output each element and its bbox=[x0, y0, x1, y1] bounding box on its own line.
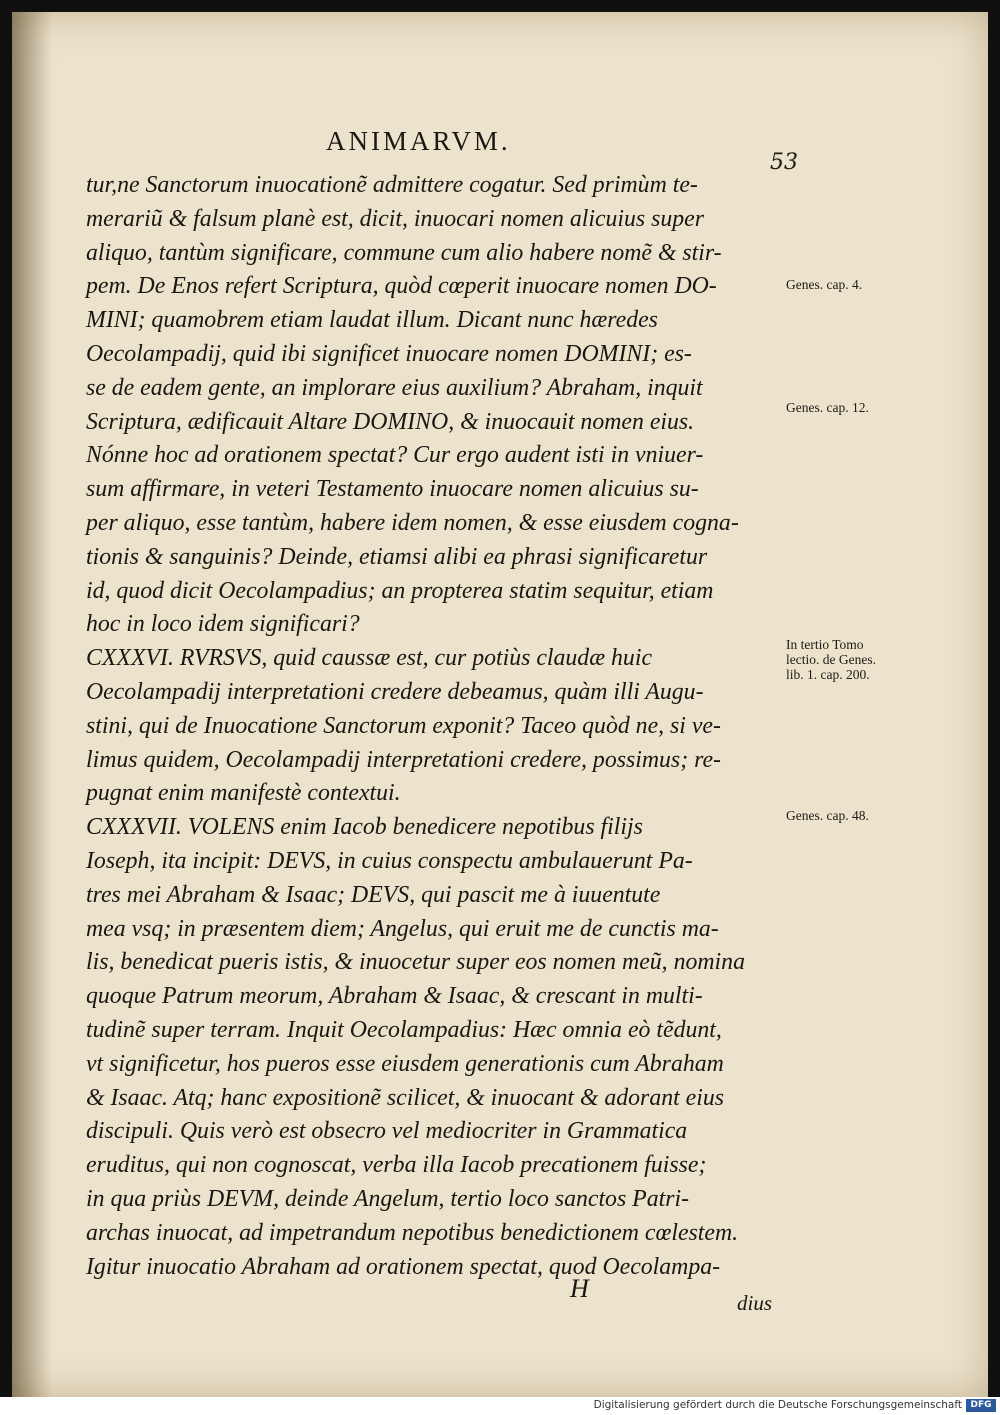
margin-note-genes-4 bbox=[786, 277, 862, 292]
text-line: pem. De Enos refert Scriptura, quòd cœperit inuocare nomen DO- bbox=[86, 273, 717, 300]
book-page bbox=[12, 12, 988, 1397]
text-line: Ioseph, ita incipit: DEVS, in cuius conspectu ambulauerunt Pa- bbox=[86, 847, 693, 874]
text-line: archas inuocat, ad impetrandum nepotibus benedictionem cœlestem. bbox=[86, 1219, 739, 1246]
text-line: aliquo, tantùm significare, commune cum alio habere nomẽ & stir- bbox=[86, 239, 722, 266]
margin-notes bbox=[786, 12, 986, 1397]
text-line: Scriptura, ædificauit Altare DOMINO, & inuocauit nomen eius. bbox=[86, 408, 695, 435]
signature-mark: H bbox=[570, 1274, 589, 1303]
text-line: & Isaac. Atq; hanc expositionẽ scilicet, & inuocant & adorant eius bbox=[86, 1084, 725, 1111]
margin-note-line: lib. 1. cap. 200. bbox=[786, 667, 870, 682]
text-line: hoc in loco idem significari? bbox=[86, 611, 360, 638]
margin-note-line: In tertio Tomo bbox=[786, 637, 864, 652]
text-line: eruditus, qui non cognoscat, verba illa Iacob precationem fuisse; bbox=[86, 1152, 707, 1179]
text-line: Igitur inuocatio Abraham ad orationem spectat, quod Oecolampa- bbox=[86, 1253, 721, 1280]
page-gutter-shadow bbox=[12, 12, 52, 1397]
text-line: limus quidem, Oecolampadij interpretationi credere, possimus; re- bbox=[86, 746, 721, 773]
text-line: quoque Patrum meorum, Abraham & Isaac, & crescant in multi- bbox=[86, 983, 703, 1010]
dfg-logo: DFG bbox=[966, 1399, 996, 1412]
footer-bar bbox=[0, 1397, 1000, 1415]
text-line: lis, benedicat pueris istis, & inuocetur super eos nomen meũ, nomina bbox=[86, 949, 745, 976]
text-line: MINI; quamobrem etiam laudat illum. Dicant nunc hæredes bbox=[86, 307, 658, 334]
margin-note-genes-12 bbox=[786, 400, 869, 415]
page-number: 53 bbox=[770, 150, 798, 175]
text-line: discipuli. Quis verò est obsecro vel mediocriter in Grammatica bbox=[86, 1118, 688, 1145]
margin-note-genes-48 bbox=[786, 808, 869, 823]
text-line: stini, qui de Inuocatione Sanctorum exponit? Taceo quòd ne, si ve- bbox=[86, 712, 721, 739]
section-heading-line: CXXXVI. RVRSVS, quid caussæ est, cur potiùs claudæ huic bbox=[86, 645, 653, 672]
text-line: Oecolampadij, quid ibi significet inuocare nomen DOMINI; es- bbox=[86, 340, 692, 367]
margin-note-line: Genes. cap. 4. bbox=[786, 277, 863, 292]
margin-note-line: Genes. cap. 48. bbox=[786, 808, 869, 823]
text-line: tres mei Abraham & Isaac; DEVS, qui pascit me à iuuentute bbox=[86, 881, 661, 908]
text-line: se de eadem gente, an implorare eius auxilium? Abraham, inquit bbox=[86, 374, 703, 401]
section-heading-line: CXXXVII. VOLENS enim Iacob benedicere nepotibus filijs bbox=[86, 814, 643, 841]
text-line: in qua priùs DEVM, deinde Angelum, tertio loco sanctos Patri- bbox=[86, 1185, 690, 1212]
text-line: tudinẽ super terram. Inquit Oecolampadius: Hæc omnia eò tẽdunt, bbox=[86, 1016, 722, 1043]
text-line: mea vsq; in præsentem diem; Angelus, qui eruit me de cunctis ma- bbox=[86, 915, 719, 942]
funding-credit: Digitalisierung gefördert durch die Deutsche Forschungsgemeinschaft bbox=[593, 1399, 962, 1411]
text-line: Nónne hoc ad orationem spectat? Cur ergo audent isti in vniuer- bbox=[86, 442, 704, 469]
text-line: tionis & sanguinis? Deinde, etiamsi alibi ea phrasi significaretur bbox=[86, 543, 708, 570]
margin-note-line: Genes. cap. 12. bbox=[786, 400, 869, 415]
text-line: tur,ne Sanctorum inuocationẽ admittere cogatur. Sed primùm te- bbox=[86, 172, 698, 198]
text-line: merariũ & falsum planè est, dicit, inuocari nomen alicuius super bbox=[86, 205, 705, 232]
catchword: dius bbox=[737, 1291, 773, 1315]
main-text-block bbox=[86, 169, 786, 1284]
text-line: Oecolampadij interpretationi credere debeamus, quàm illi Augu- bbox=[86, 678, 704, 705]
margin-note-in-tertio-tomo bbox=[786, 637, 876, 682]
text-line: vt significetur, hos pueros esse eiusdem generationis cum Abraham bbox=[86, 1050, 724, 1077]
running-head: ANIMARVM. bbox=[326, 126, 511, 156]
text-line: sum affirmare, in veteri Testamento inuocare nomen alicuius su- bbox=[86, 476, 699, 503]
margin-note-line: lectio. de Genes. bbox=[786, 652, 876, 667]
text-line: id, quod dicit Oecolampadius; an propterea statim sequitur, etiam bbox=[86, 577, 714, 604]
text-line: pugnat enim manifestè contextui. bbox=[86, 780, 401, 807]
text-line: per aliquo, esse tantùm, habere idem nomen, & esse eiusdem cogna- bbox=[86, 509, 739, 536]
